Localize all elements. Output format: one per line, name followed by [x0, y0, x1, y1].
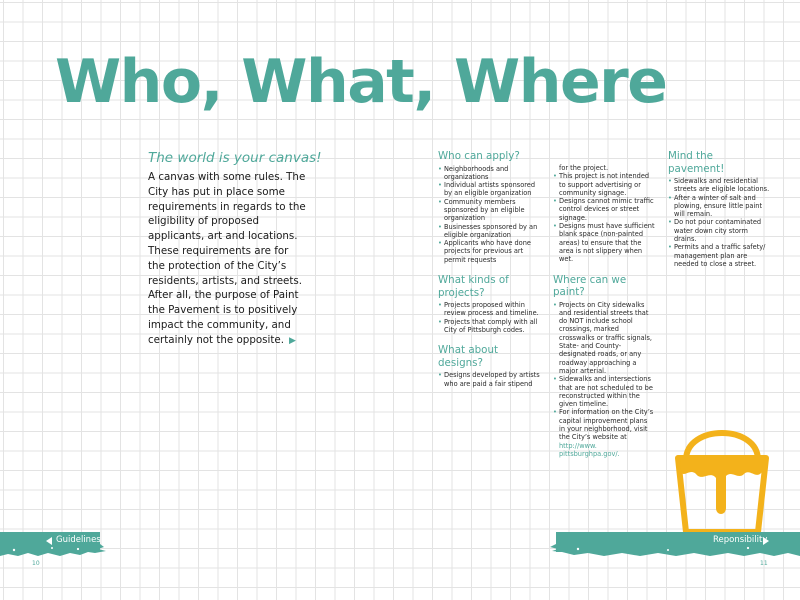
city-website-link[interactable]: http://www. pittsburghpa.gov/.	[559, 441, 620, 458]
who-can-apply-heading: Who can apply?	[438, 150, 520, 162]
page-number-left: 10	[32, 560, 40, 567]
next-section-link[interactable]: Reponsibility	[713, 535, 768, 545]
what-designs-list-cont	[553, 172, 655, 263]
who-can-apply-list	[438, 165, 540, 265]
column-3	[668, 150, 772, 278]
paint-bucket-icon	[672, 420, 772, 538]
designs-continuation: for the project.	[559, 164, 609, 172]
list-item: • Neighborhoods and organizations	[438, 165, 540, 182]
list-item: • Projects that comply with all City of Pittsburgh codes.	[438, 318, 540, 335]
mind-pavement-heading: Mind the pavement!	[668, 150, 725, 175]
where-paint-heading: Where can we paint?	[553, 273, 627, 299]
what-designs-list	[438, 371, 540, 388]
list-item: • Designs must have sufficient blank space (non-painted areas) to ensure that the area is not slippery when wet.	[553, 222, 655, 263]
list-item: • After a winter of salt and plowing, ensure little paint will remain.	[668, 194, 772, 219]
prev-section-link[interactable]: Guidelines	[56, 535, 101, 545]
where-paint-list	[553, 301, 655, 459]
list-item: • This project is not intended to support advertising or community signage.	[553, 172, 655, 197]
list-item: • Individual artists sponsored by an eligible organization	[438, 181, 540, 198]
column-1	[438, 150, 540, 398]
what-kinds-heading: What kinds of projects?	[438, 274, 509, 299]
brush-stroke-left	[0, 544, 108, 558]
triangle-left-icon[interactable]	[46, 537, 52, 545]
continue-arrow-icon: ▶	[289, 335, 296, 346]
list-item: • Projects on City sidewalks and residential streets that do NOT include school crossings, marked crosswalks or traffic signals, State- and County-designated roads, or any roadway approaching a major arterial.	[553, 301, 655, 376]
page-number-right: 11	[760, 560, 768, 567]
list-item: • Businesses sponsored by an eligible organization	[438, 223, 540, 240]
intro-body	[148, 170, 308, 349]
intro-block	[148, 150, 322, 349]
what-kinds-list	[438, 301, 540, 334]
list-item: • Community members sponsored by an eligible organization	[438, 198, 540, 223]
what-designs-heading: What about designs?	[438, 344, 499, 369]
list-item: • Designs developed by artists who are paid a fair stipend	[438, 371, 540, 388]
list-item: • Permits and a traffic safety/ management plan are needed to close a street.	[668, 243, 772, 268]
intro-text: A canvas with some rules. The City has put in place some requirements in regards to the eligibility of proposed applicants, art and locations. These requirements are for the protection of the City’s residents, artists, and streets. After all, the purpose of Paint the Pavement is to positively impact the community, and certainly not the opposite.	[148, 171, 306, 346]
list-item: • Sidewalks and residential streets are eligible locations.	[668, 177, 772, 194]
mind-pavement-list	[668, 177, 772, 268]
brush-stroke-right	[548, 544, 800, 558]
column-2	[553, 164, 655, 468]
list-item	[553, 408, 655, 458]
intro-heading: The world is your canvas!	[148, 150, 322, 166]
list-item: • Applicants who have done projects for previous art permit requests	[438, 239, 540, 264]
list-item: • Designs cannot mimic traffic control devices or street signage.	[553, 197, 655, 222]
list-item: • Do not pour contaminated water down city storm drains.	[668, 218, 772, 243]
list-item: • Sidewalks and intersections that are not scheduled to be reconstructed within the given timeline.	[553, 375, 655, 408]
triangle-right-icon[interactable]	[763, 537, 769, 545]
list-item-text: For information on the City’s capital improvement plans in your neighborhood, visit the City’s website at	[559, 408, 654, 442]
page-title: Who, What, Where	[55, 47, 667, 117]
list-item: • Projects proposed within review process and timeline.	[438, 301, 540, 318]
